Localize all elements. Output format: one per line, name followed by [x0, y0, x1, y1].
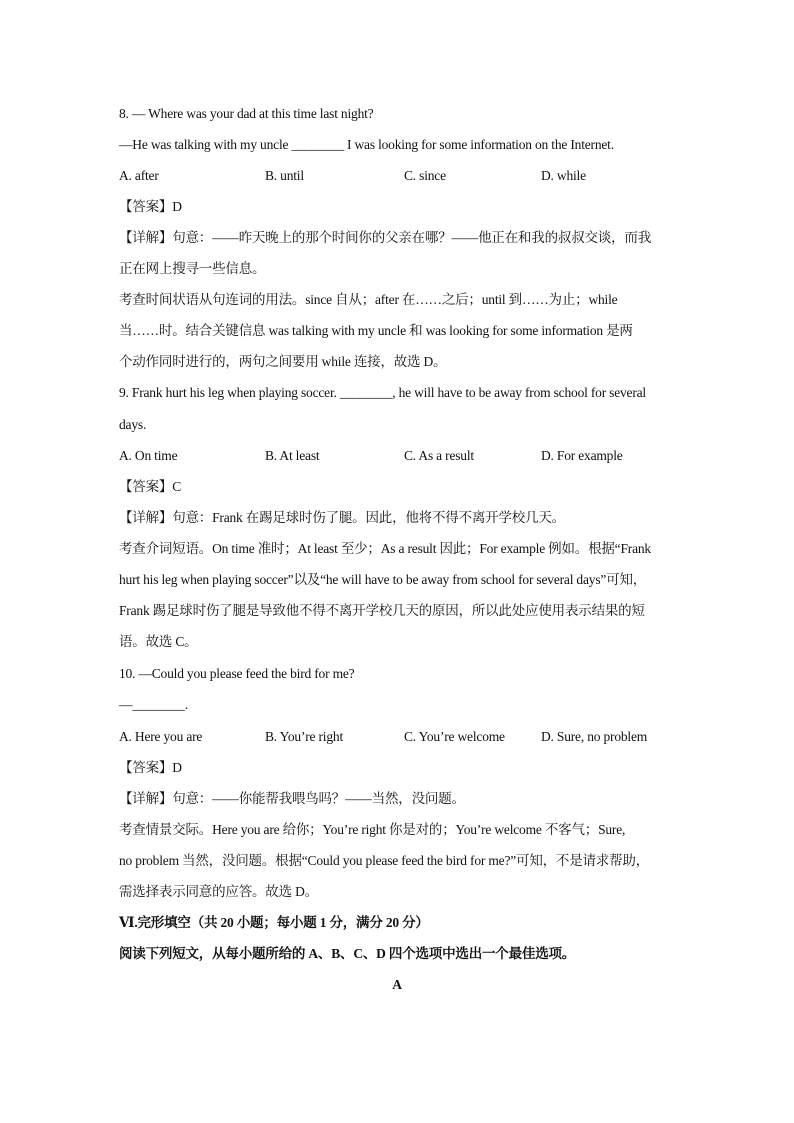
q8-answer: 【答案】D	[119, 199, 182, 214]
q8-detail-4: 当……时。结合关键信息 was talking with my uncle 和 was looking for some information 是两	[119, 323, 633, 338]
q10-detail-2: 考查情景交际。Here you are 给你；You’re right 你是对的；You’re welcome 不客气；Sure,	[119, 822, 626, 837]
q9-detail-2: 考查介词短语。On time 准时；At least 至少；As a result 因此；For example 例如。根据“Frank	[119, 541, 651, 556]
q9-answer: 【答案】C	[119, 479, 182, 494]
q10-detail-3: no problem 当然，没问题。根据“Could you please feed the bird for me?”可知，不是请求帮助，	[119, 853, 650, 868]
q9-option-a: A. On time	[119, 448, 178, 463]
passage-label: A	[392, 977, 402, 992]
q10-option-a: A. Here you are	[119, 729, 203, 744]
q9-detail-4: Frank 踢足球时伤了腿是导致他不得不离开学校几天的原因，所以此处应使用表示结果的短	[119, 603, 645, 618]
q8-option-a: A. after	[119, 168, 159, 183]
q9-detail-1: 【详解】句意：Frank 在踢足球时伤了腿。因此，他将不得不离开学校几天。	[119, 510, 565, 525]
q9-question-1: 9. Frank hurt his leg when playing soccer. ________, he will have to be away from school for several	[119, 385, 646, 400]
q8-detail-3: 考查时间状语从句连词的用法。since 自从；after 在……之后；until 到……为止；while	[119, 292, 618, 307]
section-instruction: 阅读下列短文，从每小题所给的 A、B、C、D 四个选项中选出一个最佳选项。	[119, 946, 576, 961]
q8-option-c: C. since	[404, 168, 446, 183]
q9-question-2: days.	[119, 417, 147, 432]
q10-answer-line: —________.	[119, 697, 188, 712]
q10-option-b: B. You’re right	[265, 729, 344, 744]
q10-answer: 【答案】D	[119, 760, 182, 775]
q8-question: 8. — Where was your dad at this time last night?	[119, 106, 374, 121]
q8-detail-5: 个动作同时进行的，两句之间要用 while 连接，故选 D。	[119, 354, 447, 369]
q9-detail-5: 语。故选 C。	[119, 634, 198, 649]
q10-question: 10. —Could you please feed the bird for me?	[119, 666, 355, 681]
q8-option-b: B. until	[265, 168, 304, 183]
q8-answer-line: —He was talking with my uncle ________ I was looking for some information on the Internet.	[119, 137, 614, 152]
q10-detail-1: 【详解】句意：——你能帮我喂鸟吗？——当然，没问题。	[119, 791, 465, 806]
q8-detail-1: 【详解】句意：——昨天晚上的那个时间你的父亲在哪？——他正在和我的叔叔交谈，而我	[119, 230, 651, 245]
section-heading: Ⅵ.完形填空（共 20 小题；每小题 1 分，满分 20 分）	[119, 915, 429, 930]
q9-detail-3: hurt his leg when playing soccer”以及“he will have to be away from school for several days”可知，	[119, 572, 647, 587]
q8-option-d: D. while	[541, 168, 586, 183]
q10-option-c: C. You’re welcome	[404, 729, 505, 744]
q10-option-d: D. Sure, no problem	[541, 729, 648, 744]
q9-option-c: C. As a result	[404, 448, 474, 463]
q10-detail-4: 需选择表示同意的应答。故选 D。	[119, 884, 318, 899]
q9-option-b: B. At least	[265, 448, 320, 463]
q9-option-d: D. For example	[541, 448, 623, 463]
q8-detail-2: 正在网上搜寻一些信息。	[119, 261, 266, 276]
